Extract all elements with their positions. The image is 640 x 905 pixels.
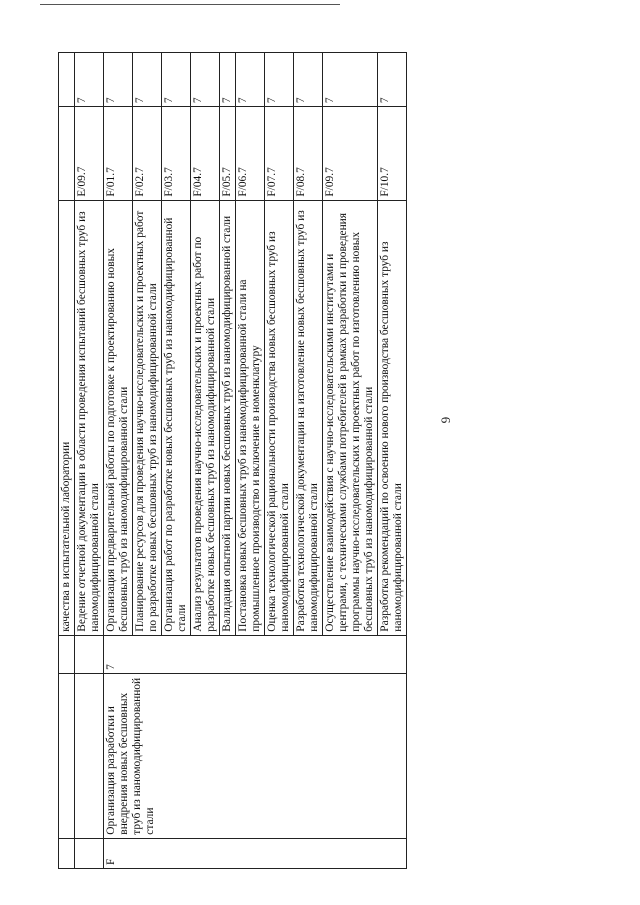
task-level-cell: 7 xyxy=(162,53,191,107)
task-code-cell: F/05.7 xyxy=(220,107,236,201)
task-name-cell: качества в испытательной лаборатории xyxy=(59,200,75,635)
top-rule xyxy=(40,4,340,5)
task-level-cell: 7 xyxy=(236,53,265,107)
task-name-cell: Валидация опытной партии новых бесшовных труб из наномодифицированной стали xyxy=(220,200,236,635)
prev-gf-code-cell xyxy=(59,838,75,868)
task-name-cell: Оценка технологической рациональности производства новых бесшовных труб из наномодифицированной стали xyxy=(265,200,294,635)
task-name-cell: Разработка рекомендаций по освоению нового производства бесшовных труб из наномодифицированной стали xyxy=(378,200,407,635)
task-level-cell: 7 xyxy=(191,53,220,107)
task-name-cell: Анализ результатов проведения научно-исследовательских и проектных работ по разработке новых бесшовных труб из наномодифицированной стали xyxy=(191,200,220,635)
prev-gf-level-cell xyxy=(59,635,75,673)
task-code-cell: F/10.7 xyxy=(378,107,407,201)
table-row xyxy=(75,53,104,869)
prev-gf-code-cell xyxy=(75,838,104,868)
task-level-cell: 7 xyxy=(220,53,236,107)
table-row xyxy=(59,53,75,869)
functions-table xyxy=(58,52,407,869)
prev-gf-name-cell xyxy=(75,673,104,838)
rotated-table-container xyxy=(58,52,640,865)
gf-level-cell: 7 xyxy=(104,635,407,673)
task-level-cell: 7 xyxy=(323,53,378,107)
prev-gf-name-cell xyxy=(59,673,75,838)
task-code-cell: E/09.7 xyxy=(75,107,104,201)
prev-gf-level-cell xyxy=(75,635,104,673)
task-code-cell: F/01.7 xyxy=(104,107,133,201)
task-level-cell xyxy=(59,53,75,107)
task-code-cell xyxy=(59,107,75,201)
task-level-cell: 7 xyxy=(294,53,323,107)
gf-name-cell: Организация разработки и внедрения новых бесшовных труб из наномодифицированной стали xyxy=(104,673,407,838)
task-code-cell: F/08.7 xyxy=(294,107,323,201)
task-code-cell: F/04.7 xyxy=(191,107,220,201)
task-code-cell: F/03.7 xyxy=(162,107,191,201)
task-name-cell: Постановка новых бесшовных труб из наномодифицированной стали на промышленное производство и включение в номенклатуру xyxy=(236,200,265,635)
task-name-cell: Планирование ресурсов для проведения научно-исследовательских и проектных работ по разработке новых бесшовных труб из наномодифицированной стали xyxy=(133,200,162,635)
task-name-cell: Ведение отчетной документации в области проведения испытаний бесшовных труб из наномодифицированной стали xyxy=(75,200,104,635)
task-code-cell: F/07.7 xyxy=(265,107,294,201)
task-code-cell: F/02.7 xyxy=(133,107,162,201)
rotated-table-inner xyxy=(58,52,556,869)
task-level-cell: 7 xyxy=(104,53,133,107)
page-number: 6 xyxy=(438,416,454,424)
task-name-cell: Разработка технологической документации на изготовление новых бесшовных труб из наномодифицированной стали xyxy=(294,200,323,635)
task-code-cell: F/06.7 xyxy=(236,107,265,201)
task-level-cell: 7 xyxy=(378,53,407,107)
task-code-cell: F/09.7 xyxy=(323,107,378,201)
gf-code-cell: F xyxy=(104,838,407,868)
task-name-cell: Организация работ по разработке новых бесшовных труб из наномодифицированной стали xyxy=(162,200,191,635)
task-level-cell: 7 xyxy=(75,53,104,107)
table-row xyxy=(104,53,133,869)
task-level-cell: 7 xyxy=(133,53,162,107)
task-level-cell: 7 xyxy=(265,53,294,107)
task-name-cell: Осуществление взаимодействия с научно-исследовательскими институтами и центрами, с техническими службами потребителей в рамках разработки и проведения программы научно-исследовательских и проектных работ по изготовлению новых бесшовных труб из наномодифицированной стали xyxy=(323,200,378,635)
task-name-cell: Организация предварительной работы по подготовке к проектированию новых бесшовных труб из наномодифицированной стали xyxy=(104,200,133,635)
